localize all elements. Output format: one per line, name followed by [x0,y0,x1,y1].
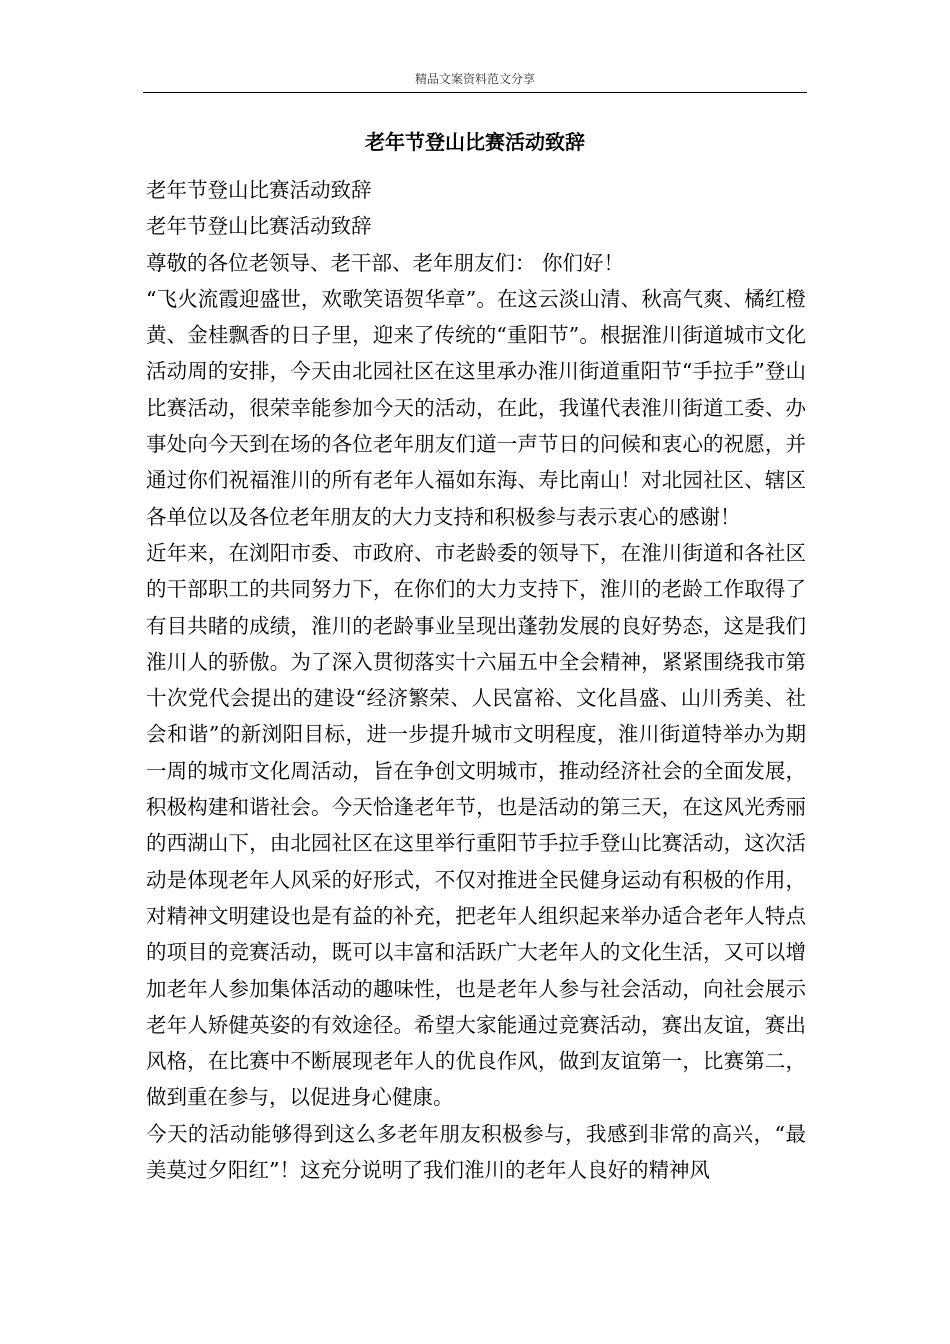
document-body [146,172,806,1188]
subtitle-line-2: 老年节登山比赛活动致辞 [146,214,372,239]
subtitle-line-1: 老年节登山比赛活动致辞 [146,178,372,202]
header-rule [143,92,807,93]
page-header: 精品文案资料范文分享 [414,72,535,86]
body-paragraph-achievements: 近年来，在浏阳市委、市政府、市老龄委的领导下，在淮川街道和各社区的干部职工的共同努力下，在你们的大力支持下，淮川的老龄工作取得了有目共睹的成绩，淮川的老龄事业呈现出蓬勃发展的良好势态，这是我们淮川人的骄傲。为了深入贯彻落实十六届五中全会精神，紧紧围绕我市第十次党代会提出的建设“经济繁荣、人民富裕、文化昌盛、山川秀美、社会和谐”的新浏阳目标，进一步提升城市文明程度，淮川街道特举办为期一周的城市文化周活动，旨在争创文明城市，推动经济社会的全面发展，积极构建和谐社会。今天恰逢老年节，也是活动的第三天，在这风光秀丽的西湖山下，由北园社区在这里举行重阳节手拉手登山比赛活动，这次活动是体现老年人风采的好形式，不仅对推进全民健身运动有积极的作用，对精神文明建设也是有益的补充，把老年人组织起来举办适合老年人特点的项目的竞赛活动，既可以丰富和活跃广大老年人的文化生活，又可以增加老年人参加集体活动的趣味性，也是老年人参与社会活动，向社会展示老年人矫健英姿的有效途径。希望大家能通过竞赛活动，赛出友谊，赛出风格，在比赛中不断展现老年人的优良作风，做到友谊第一，比赛第二，做到重在参与，以促进身心健康。 [146,540,806,1110]
document-title: 老年节登山比赛活动致辞 [365,130,585,154]
body-paragraph-closing: 今天的活动能够得到这么多老年朋友积极参与，我感到非常的高兴，“最美莫过夕阳红”！这充分说明了我们淮川的老年人良好的精神风 [146,1121,806,1183]
body-paragraph-opening: “飞火流霞迎盛世，欢歌笑语贺华章”。在这云淡山清、秋高气爽、橘红橙黄、金桂飘香的日子里，迎来了传统的“重阳节”。根据淮川街道城市文化活动周的安排，今天由北园社区在这里承办淮川街道重阳节“手拉手”登山比赛活动，很荣幸能参加今天的活动，在此，我谨代表淮川街道工委、办事处向今天到在场的各位老年朋友们道一声节日的问候和衷心的祝愿，并通过你们祝福淮川的所有老年人福如东海、寿比南山！对北园社区、辖区各单位以及各位老年朋友的大力支持和积极参与表示衷心的感谢！ [146,286,806,529]
salutation: 尊敬的各位老领导、老干部、老年朋友们： 你们好！ [146,250,625,275]
